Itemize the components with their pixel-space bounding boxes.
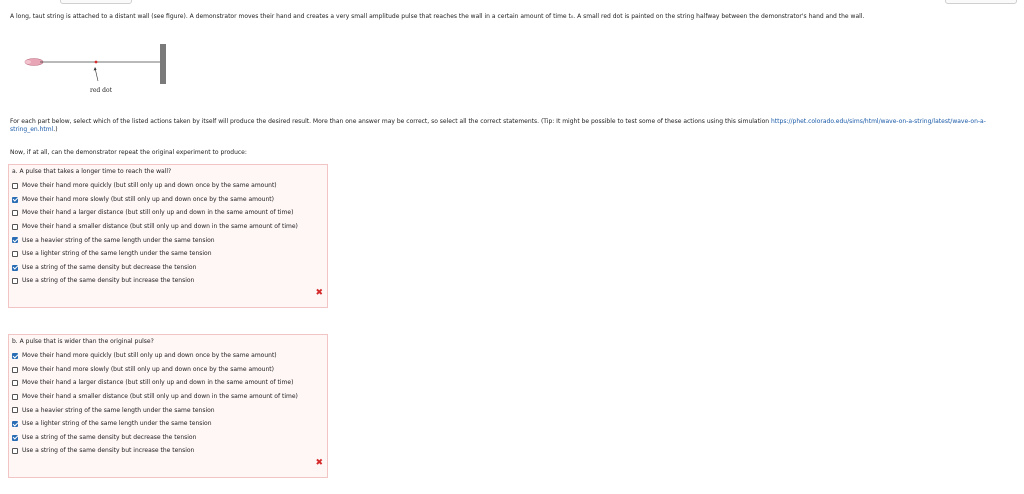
option-label: Use a heavier string of the same length under the same tension bbox=[22, 236, 215, 244]
arrow-head bbox=[94, 67, 97, 71]
answer-option[interactable] bbox=[12, 236, 215, 244]
simulation-link[interactable]: https://phet.colorado.edu/sims/html/wave-on-a-string/latest/wave-on-a-string_en.html bbox=[10, 118, 986, 133]
option-label: Use a string of the same density but increase the tension bbox=[22, 277, 195, 285]
option-label: Use a lighter string of the same length under the same tension bbox=[22, 420, 212, 428]
instructions-after: .) bbox=[53, 125, 58, 133]
option-label: Move their hand more slowly (but still only up and down once by the same amount) bbox=[22, 195, 274, 203]
answer-option[interactable] bbox=[12, 277, 194, 285]
answer-option[interactable] bbox=[12, 250, 212, 258]
wall bbox=[160, 44, 166, 84]
checkbox-unchecked[interactable] bbox=[12, 367, 18, 373]
option-label: Move their hand more quickly (but still only up and down once by the same amount) bbox=[22, 352, 277, 360]
checkbox-unchecked[interactable] bbox=[12, 394, 18, 400]
option-label: Use a string of the same density but decrease the tension bbox=[22, 433, 197, 441]
checkbox-unchecked[interactable] bbox=[12, 278, 18, 284]
checkbox-checked[interactable] bbox=[12, 237, 18, 243]
top-tab-left[interactable] bbox=[60, 0, 132, 4]
answer-option[interactable] bbox=[12, 434, 196, 442]
checkbox-unchecked[interactable] bbox=[12, 251, 18, 257]
checkbox-checked[interactable] bbox=[12, 435, 18, 441]
answer-option[interactable] bbox=[12, 182, 277, 190]
incorrect-icon: ✖ bbox=[315, 457, 323, 468]
instructions bbox=[10, 118, 1015, 133]
answer-option[interactable] bbox=[12, 420, 212, 428]
red-dot bbox=[95, 61, 98, 64]
checkbox-checked[interactable] bbox=[12, 197, 18, 203]
checkbox-checked[interactable] bbox=[12, 421, 18, 427]
option-label: Use a string of the same density but decrease the tension bbox=[22, 263, 197, 271]
question-part-a bbox=[8, 164, 328, 308]
answer-option[interactable] bbox=[12, 447, 194, 455]
answer-option[interactable] bbox=[12, 196, 274, 204]
checkbox-unchecked[interactable] bbox=[12, 380, 18, 386]
answer-option[interactable] bbox=[12, 209, 293, 217]
top-tab-right[interactable] bbox=[945, 0, 1017, 4]
option-label: Move their hand a smaller distance (but still only up and down in the same amount of time) bbox=[22, 393, 298, 401]
option-label: Move their hand more slowly (but still only up and down once by the same amount) bbox=[22, 365, 274, 373]
option-label: Use a lighter string of the same length under the same tension bbox=[22, 250, 212, 258]
answer-option[interactable] bbox=[12, 379, 293, 387]
instructions-text: For each part below, select which of the listed actions taken by itself will produce the desired result. More than one answer may be correct, so select all the correct statements. (Tip: It might be possible to test some of these actions using this simulation bbox=[10, 118, 771, 125]
option-label: Move their hand a smaller distance (but still only up and down in the same amount of time) bbox=[22, 223, 298, 231]
answer-option[interactable] bbox=[12, 352, 277, 360]
answer-option[interactable] bbox=[12, 406, 215, 414]
checkbox-unchecked[interactable] bbox=[12, 407, 18, 413]
option-label: Use a heavier string of the same length under the same tension bbox=[22, 406, 215, 414]
answer-option[interactable] bbox=[12, 223, 298, 231]
string-figure bbox=[10, 38, 190, 100]
answer-option[interactable] bbox=[12, 393, 298, 401]
checkbox-checked[interactable] bbox=[12, 265, 18, 271]
checkbox-unchecked[interactable] bbox=[12, 183, 18, 189]
part-b-prompt: b. A pulse that is wider than the original pulse? bbox=[12, 338, 154, 345]
option-label: Use a string of the same density but increase the tension bbox=[22, 447, 195, 455]
option-label: Move their hand a larger distance (but still only up and down in the same amount of time) bbox=[22, 209, 294, 217]
option-label: Move their hand a larger distance (but still only up and down in the same amount of time) bbox=[22, 379, 294, 387]
option-label: Move their hand more quickly (but still only up and down once by the same amount) bbox=[22, 182, 277, 190]
red-dot-label: red dot bbox=[90, 87, 113, 94]
question-stem: Now, if at all, can the demonstrator repeat the original experiment to produce: bbox=[10, 149, 247, 156]
checkbox-unchecked[interactable] bbox=[12, 210, 18, 216]
question-part-b bbox=[8, 334, 328, 478]
checkbox-unchecked[interactable] bbox=[12, 448, 18, 454]
answer-option[interactable] bbox=[12, 366, 274, 374]
incorrect-icon: ✖ bbox=[315, 287, 323, 298]
problem-intro: A long, taut string is attached to a distant wall (see figure). A demonstrator moves their hand and creates a very small amplitude pulse that reaches the wall in a certain amount of time t₀. A small red dot is painted on the string halfway between the demonstrator's hand and the wall. bbox=[10, 13, 865, 20]
checkbox-checked[interactable] bbox=[12, 353, 18, 359]
answer-option[interactable] bbox=[12, 264, 196, 272]
checkbox-unchecked[interactable] bbox=[12, 224, 18, 230]
part-a-prompt: a. A pulse that takes a longer time to reach the wall? bbox=[12, 168, 172, 175]
